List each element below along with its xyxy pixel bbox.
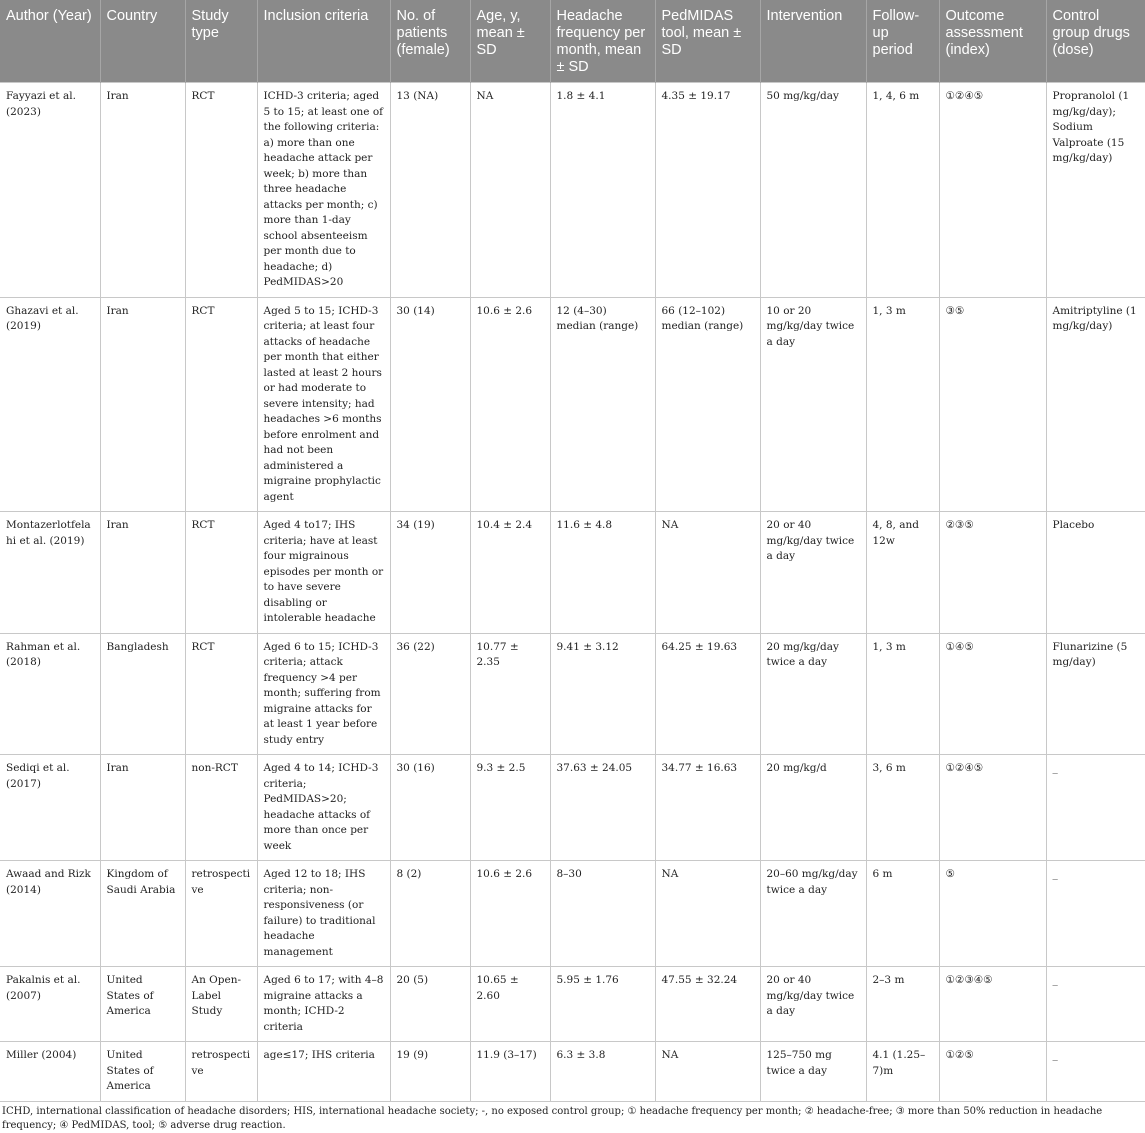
pedmidas-cell: 66 (12–102) median (range)	[655, 297, 760, 512]
column-header: Author (Year)	[0, 0, 100, 83]
outcome-cell: ①②③④⑤	[939, 967, 1046, 1042]
table-row	[0, 755, 1145, 861]
author-cell: Fayyazi et al. (2023)	[0, 83, 100, 298]
control-drugs-cell: Amitriptyline (1 mg/kg/day)	[1046, 297, 1145, 512]
follow-up-cell: 1, 3 m	[866, 633, 939, 755]
column-header: Follow-up period	[866, 0, 939, 83]
age-cell: 10.65 ± 2.60	[470, 967, 550, 1042]
table-row	[0, 967, 1145, 1042]
inclusion-criteria-cell: Aged 6 to 17; with 4–8 migraine attacks a month; ICHD-2 criteria	[257, 967, 390, 1042]
intervention-cell: 50 mg/kg/day	[760, 83, 866, 298]
inclusion-criteria-cell: Aged 4 to17; IHS criteria; have at least four migrainous episodes per month or to have severe disabling or intolerable headache	[257, 512, 390, 634]
headache-frequency-cell: 9.41 ± 3.12	[550, 633, 655, 755]
intervention-cell: 20 or 40 mg/kg/day twice a day	[760, 512, 866, 634]
country-cell: Iran	[100, 83, 185, 298]
headache-frequency-cell: 12 (4–30) median (range)	[550, 297, 655, 512]
table-row	[0, 297, 1145, 512]
author-cell: Sediqi et al. (2017)	[0, 755, 100, 861]
country-cell: Iran	[100, 512, 185, 634]
author-cell: Miller (2004)	[0, 1042, 100, 1102]
table-header-row	[0, 0, 1145, 83]
control-drugs-cell: Propranolol (1 mg/kg/day); Sodium Valproate (15 mg/kg/day)	[1046, 83, 1145, 298]
country-cell: United States of America	[100, 1042, 185, 1102]
inclusion-criteria-cell: ICHD-3 criteria; aged 5 to 15; at least one of the following criteria: a) more than one headache attack per week; b) more than three headache attacks per month; c) more than 1-day school absenteeism per month due to headache; d) PedMIDAS>20	[257, 83, 390, 298]
column-header: PedMIDAS tool, mean ± SD	[655, 0, 760, 83]
follow-up-cell: 1, 4, 6 m	[866, 83, 939, 298]
study-type-cell: RCT	[185, 297, 257, 512]
patients-cell: 20 (5)	[390, 967, 470, 1042]
column-header: Study type	[185, 0, 257, 83]
country-cell: Iran	[100, 755, 185, 861]
pedmidas-cell: 34.77 ± 16.63	[655, 755, 760, 861]
inclusion-criteria-cell: Aged 12 to 18; IHS criteria; non-responsiveness (or failure) to traditional headache management	[257, 861, 390, 967]
author-cell: Pakalnis et al. (2007)	[0, 967, 100, 1042]
control-drugs-cell: _	[1046, 967, 1145, 1042]
headache-frequency-cell: 37.63 ± 24.05	[550, 755, 655, 861]
control-drugs-cell: _	[1046, 755, 1145, 861]
inclusion-criteria-cell: age≤17; IHS criteria	[257, 1042, 390, 1102]
headache-frequency-cell: 8–30	[550, 861, 655, 967]
age-cell: 10.6 ± 2.6	[470, 297, 550, 512]
intervention-cell: 20–60 mg/kg/day twice a day	[760, 861, 866, 967]
follow-up-cell: 4, 8, and 12w	[866, 512, 939, 634]
intervention-cell: 10 or 20 mg/kg/day twice a day	[760, 297, 866, 512]
outcome-cell: ③⑤	[939, 297, 1046, 512]
column-header: No. of patients (female)	[390, 0, 470, 83]
intervention-cell: 20 or 40 mg/kg/day twice a day	[760, 967, 866, 1042]
headache-frequency-cell: 5.95 ± 1.76	[550, 967, 655, 1042]
follow-up-cell: 3, 6 m	[866, 755, 939, 861]
patients-cell: 8 (2)	[390, 861, 470, 967]
outcome-cell: ①②④⑤	[939, 83, 1046, 298]
intervention-cell: 20 mg/kg/day twice a day	[760, 633, 866, 755]
age-cell: NA	[470, 83, 550, 298]
patients-cell: 30 (16)	[390, 755, 470, 861]
column-header: Headache frequency per month, mean ± SD	[550, 0, 655, 83]
patients-cell: 36 (22)	[390, 633, 470, 755]
outcome-cell: ⑤	[939, 861, 1046, 967]
outcome-cell: ②③⑤	[939, 512, 1046, 634]
age-cell: 10.6 ± 2.6	[470, 861, 550, 967]
follow-up-cell: 6 m	[866, 861, 939, 967]
pedmidas-cell: 47.55 ± 32.24	[655, 967, 760, 1042]
study-type-cell: RCT	[185, 512, 257, 634]
intervention-cell: 20 mg/kg/d	[760, 755, 866, 861]
patients-cell: 34 (19)	[390, 512, 470, 634]
table-row	[0, 861, 1145, 967]
control-drugs-cell: Flunarizine (5 mg/day)	[1046, 633, 1145, 755]
age-cell: 10.4 ± 2.4	[470, 512, 550, 634]
study-type-cell: An Open-Label Study	[185, 967, 257, 1042]
column-header: Age, y, mean ± SD	[470, 0, 550, 83]
headache-frequency-cell: 1.8 ± 4.1	[550, 83, 655, 298]
outcome-cell: ①②④⑤	[939, 755, 1046, 861]
author-cell: Montazerlotfelahi et al. (2019)	[0, 512, 100, 634]
headache-frequency-cell: 6.3 ± 3.8	[550, 1042, 655, 1102]
inclusion-criteria-cell: Aged 4 to 14; ICHD-3 criteria; PedMIDAS>20; headache attacks of more than once per week	[257, 755, 390, 861]
intervention-cell: 125–750 mg twice a day	[760, 1042, 866, 1102]
age-cell: 9.3 ± 2.5	[470, 755, 550, 861]
headache-frequency-cell: 11.6 ± 4.8	[550, 512, 655, 634]
patients-cell: 30 (14)	[390, 297, 470, 512]
follow-up-cell: 2–3 m	[866, 967, 939, 1042]
pedmidas-cell: 4.35 ± 19.17	[655, 83, 760, 298]
country-cell: Kingdom of Saudi Arabia	[100, 861, 185, 967]
table-row	[0, 633, 1145, 755]
control-drugs-cell: Placebo	[1046, 512, 1145, 634]
column-header: Control group drugs (dose)	[1046, 0, 1145, 83]
control-drugs-cell: _	[1046, 1042, 1145, 1102]
age-cell: 10.77 ± 2.35	[470, 633, 550, 755]
study-type-cell: retrospective	[185, 861, 257, 967]
column-header: Outcome assessment (index)	[939, 0, 1046, 83]
age-cell: 11.9 (3–17)	[470, 1042, 550, 1102]
author-cell: Awaad and Rizk (2014)	[0, 861, 100, 967]
follow-up-cell: 4.1 (1.25–7)m	[866, 1042, 939, 1102]
country-cell: Bangladesh	[100, 633, 185, 755]
author-cell: Ghazavi et al. (2019)	[0, 297, 100, 512]
outcome-cell: ①②⑤	[939, 1042, 1046, 1102]
table-footnote: ICHD, international classification of headache disorders; HIS, international headache society; -, no exposed control group; ① headache frequency per month; ② headache-free; ③ more than 50% reduction in headache frequency; ④ PedMIDAS, tool; ⑤ adverse drug reaction.	[2, 1105, 1103, 1131]
patients-cell: 19 (9)	[390, 1042, 470, 1102]
study-type-cell: retrospective	[185, 1042, 257, 1102]
country-cell: Iran	[100, 297, 185, 512]
inclusion-criteria-cell: Aged 5 to 15; ICHD-3 criteria; at least four attacks of headache per month that either lasted at least 2 hours or had moderate to severe intensity; had headaches >6 months before enrolment and had not been administered a migraine prophylactic agent	[257, 297, 390, 512]
inclusion-criteria-cell: Aged 6 to 15; ICHD-3 criteria; attack frequency >4 per month; suffering from migraine attacks for at least 1 year before study entry	[257, 633, 390, 755]
pedmidas-cell: NA	[655, 1042, 760, 1102]
control-drugs-cell: _	[1046, 861, 1145, 967]
pedmidas-cell: NA	[655, 512, 760, 634]
column-header: Intervention	[760, 0, 866, 83]
patients-cell: 13 (NA)	[390, 83, 470, 298]
pedmidas-cell: NA	[655, 861, 760, 967]
table-row	[0, 1042, 1145, 1102]
study-type-cell: RCT	[185, 83, 257, 298]
table-row	[0, 512, 1145, 634]
country-cell: United States of America	[100, 967, 185, 1042]
study-type-cell: non-RCT	[185, 755, 257, 861]
follow-up-cell: 1, 3 m	[866, 297, 939, 512]
column-header: Inclusion criteria	[257, 0, 390, 83]
outcome-cell: ①④⑤	[939, 633, 1046, 755]
pedmidas-cell: 64.25 ± 19.63	[655, 633, 760, 755]
author-cell: Rahman et al. (2018)	[0, 633, 100, 755]
study-type-cell: RCT	[185, 633, 257, 755]
table-row	[0, 83, 1145, 298]
column-header: Country	[100, 0, 185, 83]
